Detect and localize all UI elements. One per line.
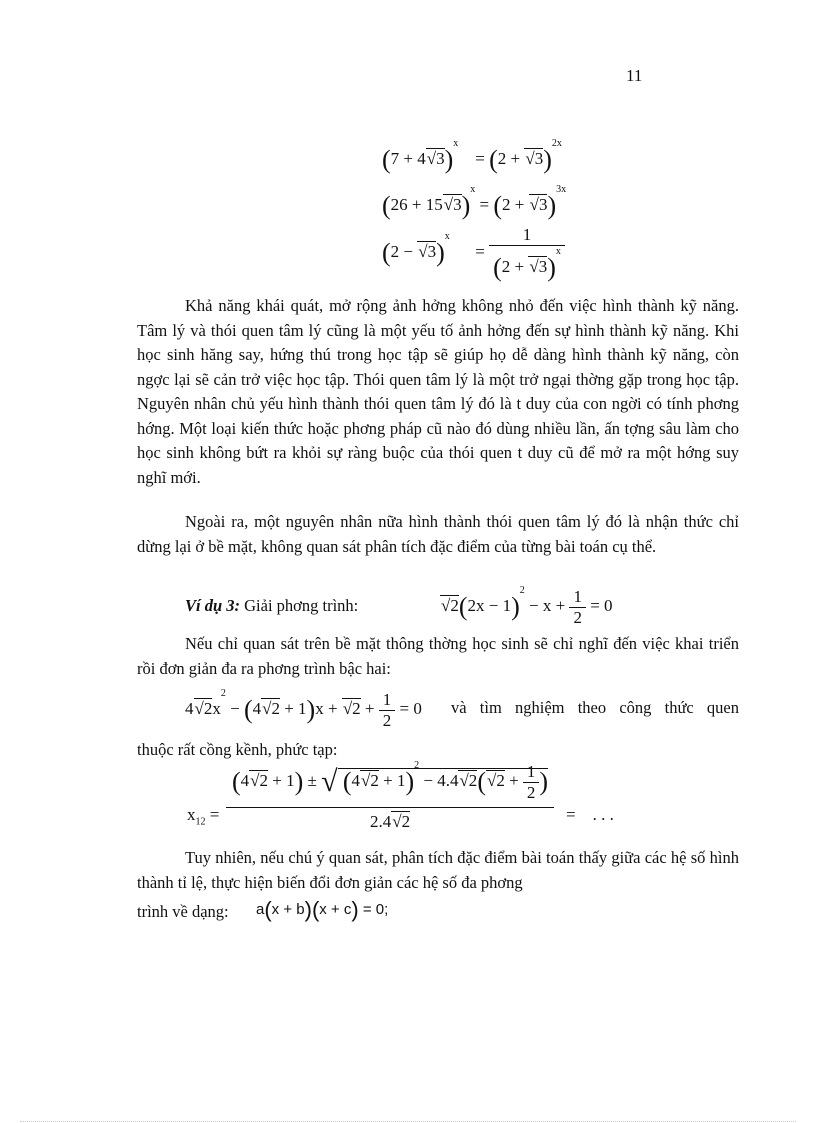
example-label: Ví dụ 3:: [185, 596, 241, 615]
identity-2: $(26 + 15√3)^x = (2 + √3)^{3x}$: [382, 184, 567, 221]
identity-3: $(2 - √3)^x$ = $\frac{1}{(2 + √3)^x}$: [382, 225, 565, 281]
quadratic-tail: = . . .: [566, 805, 614, 824]
example-text: Giải phơng trình:: [244, 596, 359, 615]
last-line-text: trình về dạng:: [137, 902, 229, 921]
last-line-equation: a(x + b)(x + c) = 0;: [256, 897, 389, 922]
paragraph-4: Tuy nhiên, nếu chú ý quan sát, phân tích đặc điểm bài toán thấy giữa các hệ số hình thành tỉ lệ, thực hiện biến đổi đơn giản các hệ số đa phơng: [137, 848, 739, 892]
page-number: 11: [626, 66, 643, 85]
example-equation: $√2(2x - 1)^2 - x$ + $\frac{1}{2}$ = 0: [441, 585, 613, 627]
quadratic-lhs: $x_{12}$ =: [187, 805, 220, 828]
paragraph-3: Nếu chỉ quan sát trên bề mặt thông thờng học sinh sẽ chỉ nghĩ đến việc khai triển rồi đơn giản đa ra phơng trình bậc hai:: [137, 634, 739, 678]
expanded-equation: $4√2x^2 - (4√2 + 1)x + √2$ + $\frac{1}{2}$ = 0: [185, 688, 422, 730]
paragraph-1: Khả năng khái quát, mở rộng ảnh hởng không nhỏ đến việc hình thành kỹ năng. Tâm lý và thói quen tâm lý cũng là một yếu tố ảnh hởng đến sự hình thành kỹ năng. Khi học sinh hăng say, hứng thú trong học tập sẽ giúp họ dễ dàng hình thành kỹ năng, còn ngợc lại sẽ cản trở việc học tập. Thói quen tâm lý là một trở ngại thờng gặp trong học tập. Nguyên nhân chủ yếu hình thành thói quen tâm lý đó là t duy của con ngời có tính phơng hớng. Một loại kiến thức hoặc phơng pháp cũ nào đó dùng nhiều lần, ấn tợng sâu làm cho học sinh không bứt ra khỏi sự ràng buộc của thói quen t duy cũ để mở ra một hớng suy nghĩ mới.: [137, 296, 739, 487]
quadratic-fraction: (4√2 + 1) ± √ $(4√2 + 1)^2 - 4.4√2(√2$ + $\frac{1}{2}$ ) 2.4√2: [226, 760, 554, 832]
page-bottom-divider: [20, 1121, 796, 1122]
paragraph-2: Ngoài ra, một nguyên nhân nữa hình thành thói quen tâm lý đó là nhận thức chỉ dừng lại ở bề mặt, không quan sát phân tích đặc điểm của từng bài toán cụ thể.: [137, 512, 739, 556]
identity-1: $(7 + 4√3)^x$ = $(2 + √3)^{2x}$: [382, 138, 562, 175]
line-after: thuộc rất cồng kềnh, phức tạp:: [137, 740, 338, 759]
expanded-text: và tìm nghiệm theo công thức quen: [451, 698, 739, 717]
example-line: [185, 596, 358, 616]
